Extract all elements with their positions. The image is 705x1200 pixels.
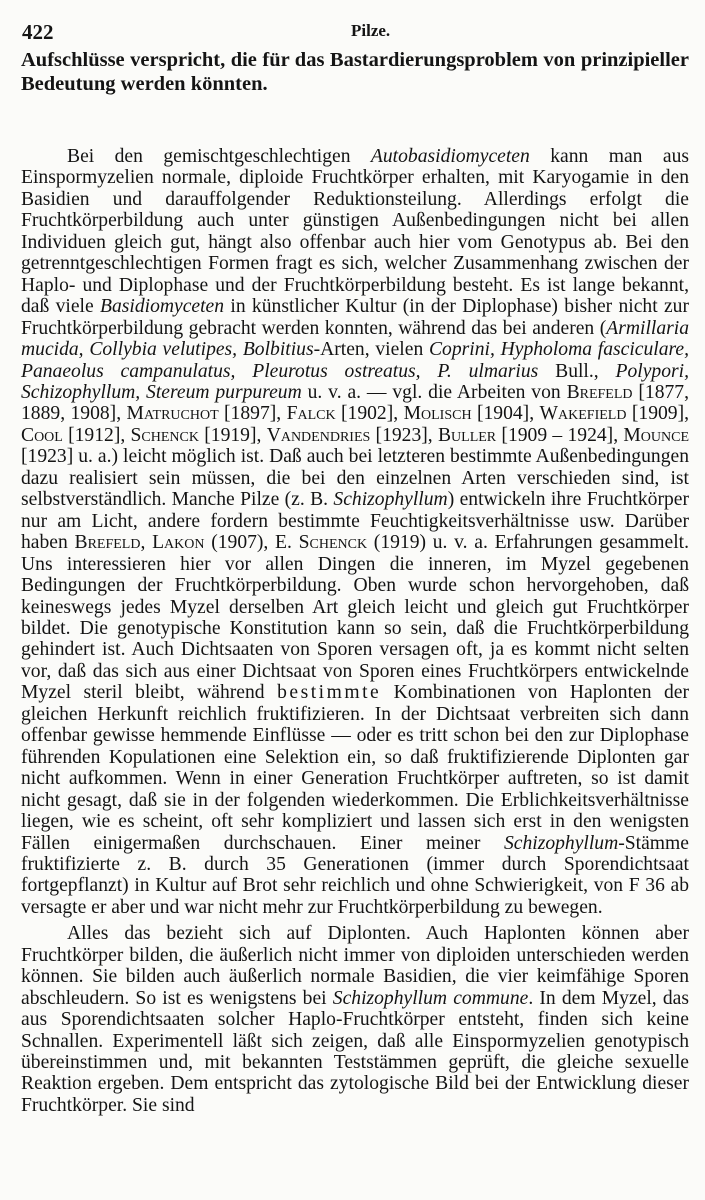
author-name: Matruchot (126, 403, 219, 425)
running-title: Pilze. (351, 21, 391, 40)
text-run: -Stämme fruktifizierte z. B. durch 35 Generationen (immer durch Sporendichtsaat fortgepflanzt) in Kultur auf Brot sehr reichlich und ohne Schwierigkeit, von F 36 ab versagte er aber und war nicht mehr zur Fruchtkörperbildung zu bewegen. (21, 832, 689, 918)
text-run: in künstlicher Kultur (in der Diplophase) bisher nicht zur Fruchtkörperbildung gebracht werden konnten, während das bei anderen ( (21, 296, 689, 339)
italic-term: Armillaria mucida, Collybia velutipes, Bolbitius (21, 317, 689, 361)
paragraph-autobasidiomyceten (21, 146, 689, 918)
author-name: Buller (437, 424, 497, 446)
text-run: [1919], (199, 424, 267, 446)
author-name: Schenck (130, 424, 199, 446)
italic-term: Coprini, Hypholoma fasciculare, Panaeolus campanulatus, Pleurotus ostreatus, P. ulmarius (21, 339, 689, 382)
italic-term: Autobasidiomyceten (370, 146, 530, 167)
text-run: . In dem Myzel, das aus Sporendichtsaaten solcher Haplo-Fruchtkörper entsteht, finden sich keine Schnallen. Experimentell läßt sich zeigen, daß alle Einspormyzelien genotypisch übereinstimmen und, mit bekannten Teststämmen geprüft, die gleiche sexuelle Reaktion ergeben. Dem entspricht das zytologische Bild bei der Entwicklung dieser Fruchtkörper. Sie sind (21, 987, 689, 1116)
text-run: [1909], (626, 403, 690, 425)
paragraph-haplonten (21, 923, 689, 1116)
author-name: Falck (286, 403, 336, 425)
author-name: Brefeld, Lakon (74, 532, 205, 554)
text-run: [1909 – 1924], (496, 424, 624, 446)
text-run: (1919) u. v. a. Erfahrungen gesammelt. Uns interessieren hier vor allen Dingen die inneren, im Myzel gegebenen Bedingungen der Fruchtkörperbildung. Oben wurde schon hervorgehoben, daß keineswegs jedes Myzel derselben Art gleich leicht und gleich gut Fruchtkörper bildet. Die genotypische Konstitution kann so sein, daß die Fruchtkörperbildung gehindert ist. Auch Dichtsaaten von Sporen versagen oft, ja es kommt nicht selten vor, daß das sich aus einer Dichtsaat von Sporen eines Fruchtkörpers entwickelnde Myzel steril bleibt, während (21, 532, 690, 704)
author-name: Wakefield (539, 403, 627, 425)
italic-term: Polypori, Schizophyllum, Stereum purpureum (21, 360, 689, 403)
page-header (21, 14, 689, 48)
author-name: Molisch (403, 403, 472, 425)
text-run: ) entwickeln ihre Fruchtkörper nur am Licht, andere fordern bestimmte Feuchtigkeitsverhältnisse usw. Darüber haben (21, 489, 689, 554)
text-run: [1902], (335, 403, 404, 425)
text-run: [1912], (62, 424, 131, 446)
italic-term: Schizophyllum (503, 832, 619, 854)
text-run: [1897], (218, 403, 287, 425)
continued-paragraph: Aufschlüsse verspricht, die für das Bastardierungsproblem von prinzipieller Bedeutung werden könnten. (21, 49, 689, 95)
text-run: (1907), E. (204, 532, 299, 554)
text-run: Bei den gemischtgeschlechtigen (67, 146, 371, 167)
text-run: [1923] u. a.) leicht möglich ist. Daß auch bei letzteren bestimmte Außenbedingungen dazu realisiert sein müssen, die bei den einzelnen Arten verschieden sind, ist selbstverständlich. Manche Pilze (z. B. (21, 446, 689, 511)
author-name: Cool (21, 424, 63, 446)
text-run: [1923], (370, 424, 438, 446)
italic-term: Schizophyllum (333, 489, 448, 511)
text-run: Kombinationen von Haplonten der gleichen Herkunft reichlich fruktifizieren. In der Dichtsaat verbreiten sich dann offenbar gewisse hemmende Einflüsse — oder es tritt schon bei den zur Diplophase führenden Kopulationen eine Selektion ein, so daß fruktifizierende Diplonten gar nicht aufkommen. Wenn in einer Generation Fruchtkörper auftreten, so ist damit nicht gesagt, daß sie in der folgenden wiederkommen. Die Erblichkeitsverhältnisse liegen, wie es scheint, oft sehr kompliziert und lassen sich erst in den wenigsten Fällen einigermaßen durchschauen. Einer meiner (21, 682, 689, 854)
author-name: Brefeld (566, 381, 633, 403)
page-number: 422 (22, 20, 54, 44)
text-run: -Arten, vielen (313, 339, 429, 361)
text-run: [1877, 1889, 1908], (21, 381, 690, 425)
italic-term: Schizophyllum commune (332, 987, 529, 1009)
text-run: Alles das bezieht sich auf Diplonten. Auch Haplonten können aber Fruchtkörper bilden, die äußerlich nicht immer von diploiden unterschieden werden können. Sie bilden auch äußerlich normale Basidien, die vier keimfähige Sporen abschleudern. So ist es wenigstens bei (21, 923, 689, 1009)
body-text (21, 146, 689, 1116)
emphasis-spaced: bestimmte (277, 682, 382, 704)
text-run: u. v. a. — vgl. die Arbeiten von (301, 381, 567, 403)
italic-term: Basidiomyceten (100, 296, 225, 318)
author-name: Mounce (623, 424, 690, 446)
author-name: Vandendries (266, 424, 371, 446)
text-run: Bull., (538, 360, 616, 382)
text-run: kann man aus Einspormyzelien normale, diploide Fruchtkörper erhalten, mit Karyogamie in den Basidien und darauffolgender Reduktionsteilung. Allerdings erfolgt die Fruchtkörperbildung auch unter günstigen Außenbedingungen nicht bei allen Individuen gleich gut, hängt also offenbar auch hier vom Genotypus ab. Bei den getrenntgeschlechtigen Formen fragt es sich, welcher Zusammenhang zwischen der Haplo- und Diplophase und der Fruchtkörperbildung besteht. Es ist lange bekannt, daß viele (21, 146, 690, 318)
author-name: Schenck (298, 532, 368, 554)
text-run: [1904], (471, 403, 540, 425)
